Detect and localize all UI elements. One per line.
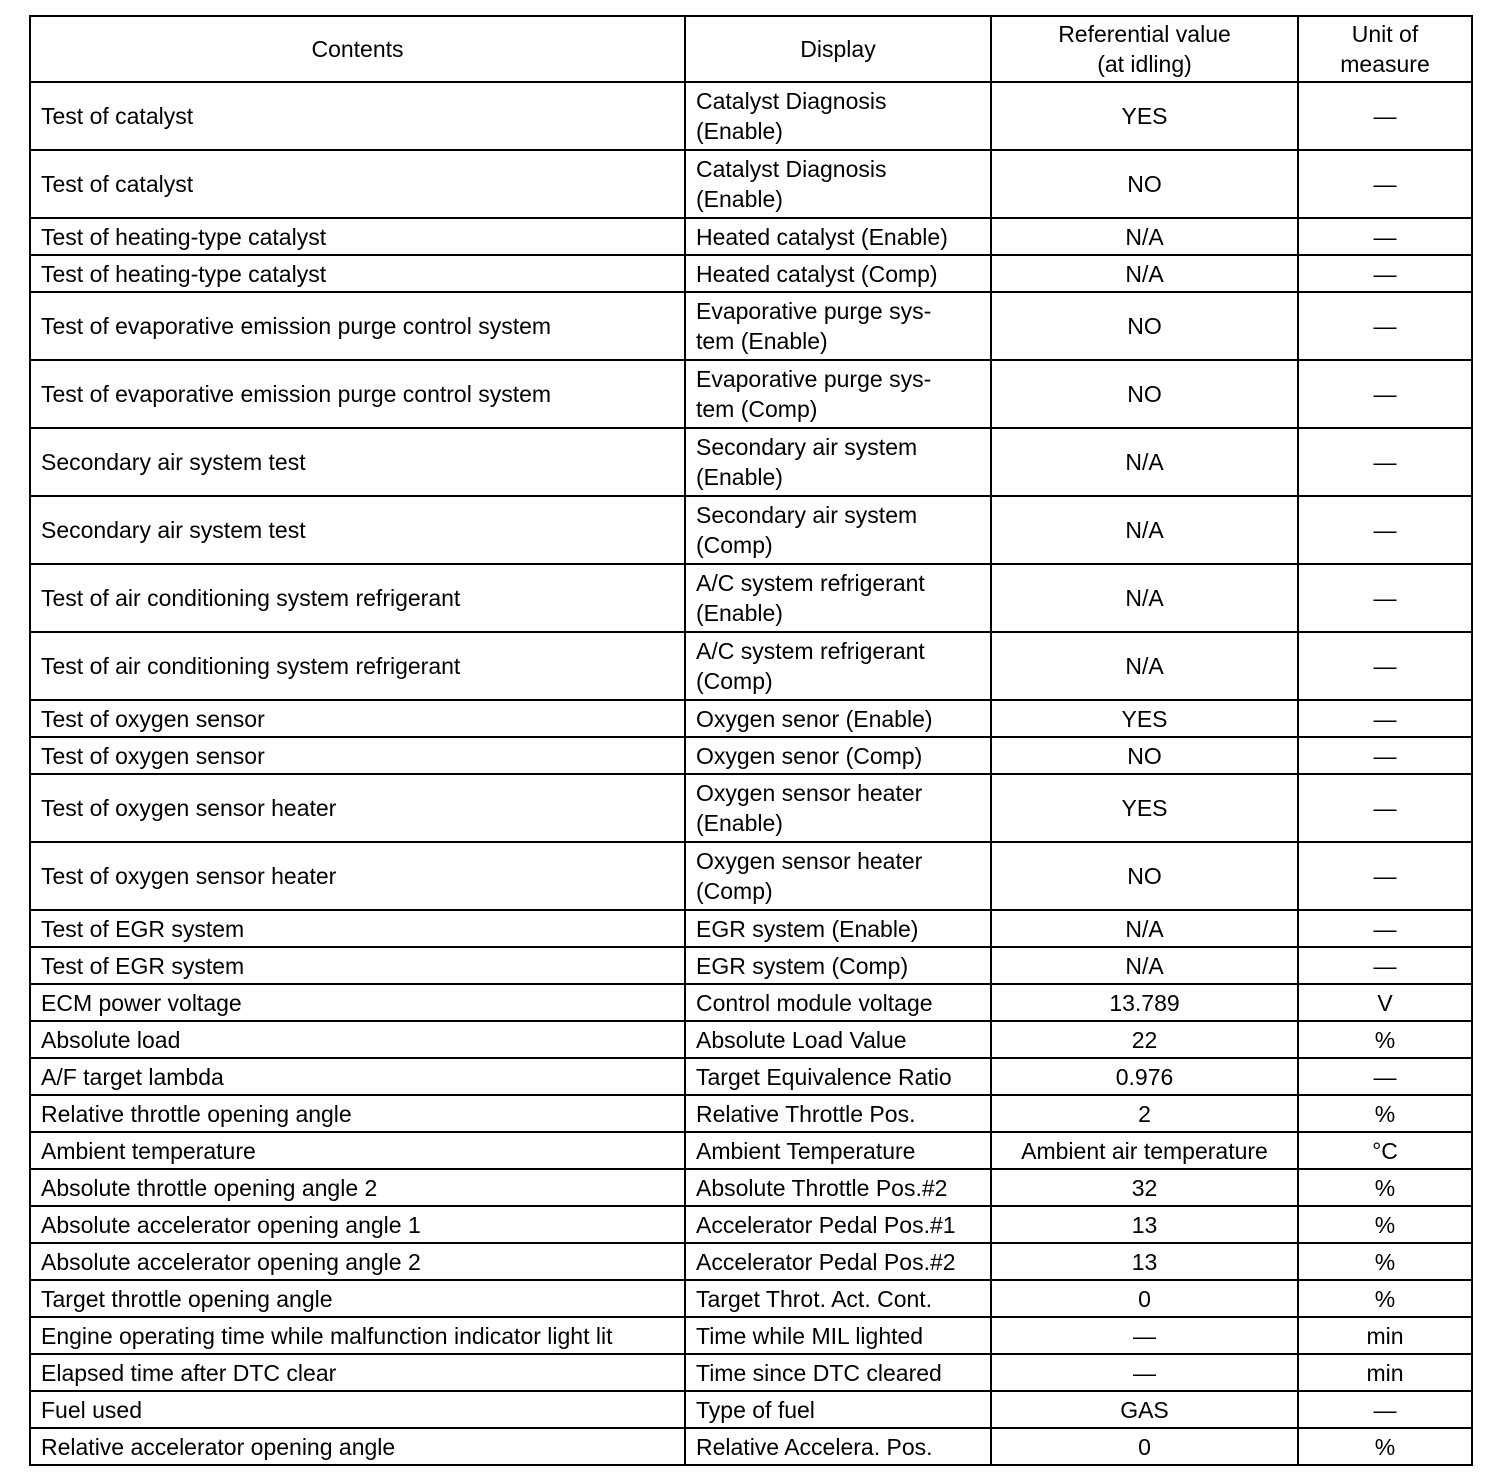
cell-unit: % (1298, 1280, 1472, 1317)
cell-contents: Test of oxygen sensor (30, 700, 685, 737)
table-body (30, 82, 1472, 1465)
header-unit-line2: measure (1340, 51, 1430, 77)
cell-contents: A/F target lambda (30, 1058, 685, 1095)
cell-contents: Secondary air system test (30, 428, 685, 496)
cell-display: A/C system refrigerant (Comp) (685, 632, 991, 700)
cell-contents: Test of air conditioning system refrigerant (30, 632, 685, 700)
cell-unit: — (1298, 910, 1472, 947)
cell-display: Heated catalyst (Enable) (685, 218, 991, 255)
cell-referential-value: 13.789 (991, 984, 1298, 1021)
cell-display: Oxygen senor (Comp) (685, 737, 991, 774)
cell-contents: Relative accelerator opening angle (30, 1428, 685, 1465)
table-header (30, 16, 1472, 82)
table-row (30, 1095, 1472, 1132)
cell-contents: ECM power voltage (30, 984, 685, 1021)
cell-unit: — (1298, 737, 1472, 774)
cell-referential-value: — (991, 1317, 1298, 1354)
cell-display: Ambient Temperature (685, 1132, 991, 1169)
cell-display: Evaporative purge sys- tem (Enable) (685, 292, 991, 360)
cell-contents: Test of air conditioning system refrigerant (30, 564, 685, 632)
cell-unit: % (1298, 1206, 1472, 1243)
cell-unit: — (1298, 292, 1472, 360)
table-row (30, 1206, 1472, 1243)
cell-referential-value: 22 (991, 1021, 1298, 1058)
cell-contents: Test of oxygen sensor heater (30, 774, 685, 842)
cell-referential-value: N/A (991, 564, 1298, 632)
cell-unit: — (1298, 218, 1472, 255)
cell-display: Absolute Load Value (685, 1021, 991, 1058)
data-table-sheet (29, 15, 1471, 1466)
cell-referential-value: NO (991, 292, 1298, 360)
cell-referential-value: 2 (991, 1095, 1298, 1132)
cell-referential-value: N/A (991, 218, 1298, 255)
cell-display: A/C system refrigerant (Enable) (685, 564, 991, 632)
cell-unit: — (1298, 842, 1472, 910)
cell-display: Absolute Throttle Pos.#2 (685, 1169, 991, 1206)
cell-referential-value: N/A (991, 428, 1298, 496)
cell-contents: Test of catalyst (30, 150, 685, 218)
cell-unit: — (1298, 496, 1472, 564)
cell-contents: Engine operating time while malfunction indicator light lit (30, 1317, 685, 1354)
referential-values-table (29, 15, 1473, 1466)
cell-referential-value: NO (991, 842, 1298, 910)
table-row (30, 1391, 1472, 1428)
header-unit-of-measure (1298, 16, 1472, 82)
cell-contents: Test of EGR system (30, 947, 685, 984)
cell-unit: % (1298, 1169, 1472, 1206)
cell-contents: Relative throttle opening angle (30, 1095, 685, 1132)
cell-referential-value: 0 (991, 1428, 1298, 1465)
table-row (30, 1243, 1472, 1280)
table-row (30, 82, 1472, 150)
cell-unit: — (1298, 150, 1472, 218)
table-row (30, 1058, 1472, 1095)
cell-referential-value: 0 (991, 1280, 1298, 1317)
cell-contents: Test of catalyst (30, 82, 685, 150)
cell-referential-value: 0.976 (991, 1058, 1298, 1095)
cell-unit: — (1298, 82, 1472, 150)
cell-referential-value: YES (991, 774, 1298, 842)
cell-contents: Fuel used (30, 1391, 685, 1428)
cell-display: Control module voltage (685, 984, 991, 1021)
cell-unit: — (1298, 774, 1472, 842)
cell-contents: Target throttle opening angle (30, 1280, 685, 1317)
cell-referential-value: YES (991, 82, 1298, 150)
cell-contents: Absolute load (30, 1021, 685, 1058)
cell-display: Type of fuel (685, 1391, 991, 1428)
cell-display: Secondary air system (Enable) (685, 428, 991, 496)
cell-display: EGR system (Comp) (685, 947, 991, 984)
table-row (30, 218, 1472, 255)
cell-referential-value: N/A (991, 632, 1298, 700)
cell-contents: Test of oxygen sensor heater (30, 842, 685, 910)
cell-contents: Ambient temperature (30, 1132, 685, 1169)
table-row (30, 428, 1472, 496)
cell-unit: min (1298, 1354, 1472, 1391)
cell-unit: min (1298, 1317, 1472, 1354)
cell-display: Relative Throttle Pos. (685, 1095, 991, 1132)
table-row (30, 1317, 1472, 1354)
cell-referential-value: NO (991, 360, 1298, 428)
cell-unit: % (1298, 1428, 1472, 1465)
cell-unit: % (1298, 1243, 1472, 1280)
cell-display: Time since DTC cleared (685, 1354, 991, 1391)
table-row (30, 1354, 1472, 1391)
cell-display: Target Equivalence Ratio (685, 1058, 991, 1095)
cell-display: Heated catalyst (Comp) (685, 255, 991, 292)
table-row (30, 737, 1472, 774)
cell-display: Secondary air system (Comp) (685, 496, 991, 564)
cell-referential-value: GAS (991, 1391, 1298, 1428)
header-display (685, 16, 991, 82)
cell-unit: % (1298, 1021, 1472, 1058)
cell-unit: — (1298, 360, 1472, 428)
cell-referential-value: — (991, 1354, 1298, 1391)
cell-contents: Test of heating-type catalyst (30, 255, 685, 292)
cell-display: Relative Accelera. Pos. (685, 1428, 991, 1465)
cell-display: Catalyst Diagnosis (Enable) (685, 82, 991, 150)
cell-referential-value: 13 (991, 1206, 1298, 1243)
header-unit-line1: Unit of (1351, 21, 1419, 47)
cell-display: Oxygen sensor heater (Enable) (685, 774, 991, 842)
table-row (30, 1280, 1472, 1317)
table-row (30, 842, 1472, 910)
cell-referential-value: N/A (991, 910, 1298, 947)
cell-referential-value: 32 (991, 1169, 1298, 1206)
table-row (30, 774, 1472, 842)
cell-referential-value: YES (991, 700, 1298, 737)
cell-referential-value: N/A (991, 255, 1298, 292)
table-row (30, 292, 1472, 360)
cell-contents: Absolute throttle opening angle 2 (30, 1169, 685, 1206)
cell-display: Oxygen sensor heater (Comp) (685, 842, 991, 910)
table-row (30, 150, 1472, 218)
cell-contents: Secondary air system test (30, 496, 685, 564)
cell-unit: — (1298, 1058, 1472, 1095)
table-row (30, 910, 1472, 947)
cell-display: Accelerator Pedal Pos.#1 (685, 1206, 991, 1243)
cell-referential-value: N/A (991, 947, 1298, 984)
header-referential-value (991, 16, 1298, 82)
header-contents (30, 16, 685, 82)
cell-contents: Test of EGR system (30, 910, 685, 947)
cell-unit: — (1298, 632, 1472, 700)
table-row (30, 496, 1472, 564)
cell-unit: — (1298, 255, 1472, 292)
cell-display: Time while MIL lighted (685, 1317, 991, 1354)
cell-referential-value: N/A (991, 496, 1298, 564)
header-referential-line1: Referential value (1058, 21, 1231, 47)
table-row (30, 632, 1472, 700)
cell-unit: % (1298, 1095, 1472, 1132)
cell-unit: V (1298, 984, 1472, 1021)
table-row (30, 255, 1472, 292)
cell-contents: Absolute accelerator opening angle 2 (30, 1243, 685, 1280)
cell-display: Target Throt. Act. Cont. (685, 1280, 991, 1317)
header-contents-label: Contents (311, 36, 404, 62)
cell-referential-value: NO (991, 737, 1298, 774)
table-row (30, 1021, 1472, 1058)
table-row (30, 360, 1472, 428)
table-row (30, 947, 1472, 984)
cell-unit: — (1298, 700, 1472, 737)
table-row (30, 1132, 1472, 1169)
cell-display: EGR system (Enable) (685, 910, 991, 947)
cell-display: Accelerator Pedal Pos.#2 (685, 1243, 991, 1280)
cell-unit: — (1298, 947, 1472, 984)
header-row (30, 16, 1472, 82)
cell-contents: Absolute accelerator opening angle 1 (30, 1206, 685, 1243)
cell-display: Evaporative purge sys- tem (Comp) (685, 360, 991, 428)
cell-display: Catalyst Diagnosis (Enable) (685, 150, 991, 218)
table-row (30, 984, 1472, 1021)
cell-contents: Test of evaporative emission purge control system (30, 360, 685, 428)
header-display-label: Display (800, 36, 876, 62)
cell-unit: — (1298, 1391, 1472, 1428)
cell-referential-value: Ambient air temperature (991, 1132, 1298, 1169)
cell-contents: Test of heating-type catalyst (30, 218, 685, 255)
header-referential-line2: (at idling) (1097, 51, 1192, 77)
cell-contents: Test of oxygen sensor (30, 737, 685, 774)
table-row (30, 564, 1472, 632)
cell-contents: Test of evaporative emission purge control system (30, 292, 685, 360)
table-row (30, 700, 1472, 737)
cell-contents: Elapsed time after DTC clear (30, 1354, 685, 1391)
cell-referential-value: NO (991, 150, 1298, 218)
cell-unit: — (1298, 428, 1472, 496)
table-row (30, 1428, 1472, 1465)
cell-referential-value: 13 (991, 1243, 1298, 1280)
cell-unit: — (1298, 564, 1472, 632)
cell-unit: °C (1298, 1132, 1472, 1169)
table-row (30, 1169, 1472, 1206)
cell-display: Oxygen senor (Enable) (685, 700, 991, 737)
